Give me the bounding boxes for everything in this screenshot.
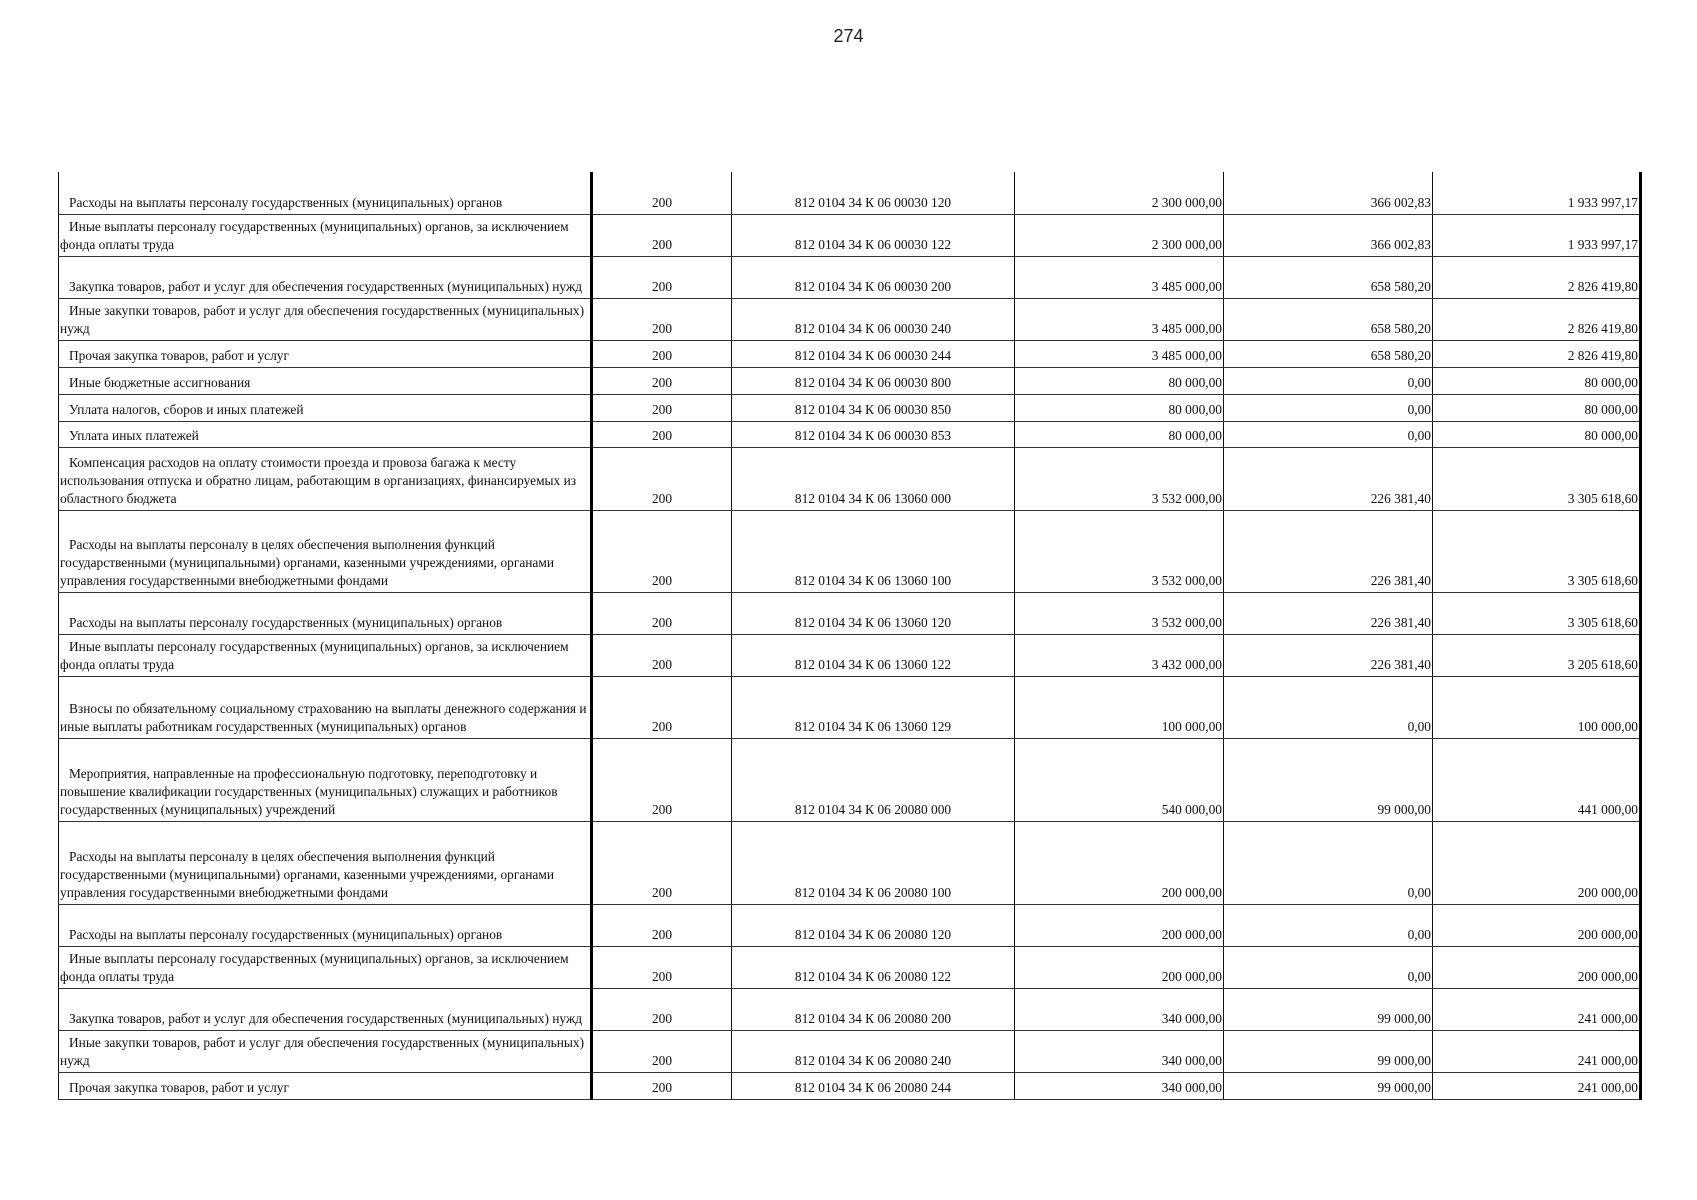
table-row <box>59 634 1641 676</box>
row-approved-cell: 3 485 000,00 <box>1015 340 1224 367</box>
row-executed-cell: 0,00 <box>1224 367 1433 394</box>
row-name-cell: Иные выплаты персоналу государственных (муниципальных) органов, за исключением фонда оплаты труда <box>59 946 592 988</box>
row-approved-cell: 3 532 000,00 <box>1015 447 1224 510</box>
row-name-cell: Иные выплаты персоналу государственных (муниципальных) органов, за исключением фонда оплаты труда <box>59 634 592 676</box>
row-line-code-cell: 200 <box>592 214 732 256</box>
row-budget-code-cell: 812 0104 34 К 06 13060 100 <box>732 510 1015 592</box>
row-budget-code-cell: 812 0104 34 К 06 00030 244 <box>732 340 1015 367</box>
row-executed-cell: 99 000,00 <box>1224 988 1433 1030</box>
row-name-cell: Расходы на выплаты персоналу в целях обеспечения выполнения функций государственными (муниципальными) органами, казенными учреждениями, органами управления государственными внебюджетными фондами <box>59 510 592 592</box>
row-line-code-cell: 200 <box>592 421 732 447</box>
row-executed-cell: 99 000,00 <box>1224 1072 1433 1099</box>
row-line-code-cell: 200 <box>592 298 732 340</box>
row-approved-cell: 3 485 000,00 <box>1015 256 1224 298</box>
row-unexecuted-cell: 80 000,00 <box>1433 421 1641 447</box>
row-unexecuted-cell: 1 933 997,17 <box>1433 172 1641 214</box>
row-unexecuted-cell: 80 000,00 <box>1433 394 1641 421</box>
table-row <box>59 592 1641 634</box>
row-name-cell: Закупка товаров, работ и услуг для обеспечения государственных (муниципальных) нужд <box>59 988 592 1030</box>
row-budget-code-cell: 812 0104 34 К 06 20080 122 <box>732 946 1015 988</box>
row-approved-cell: 100 000,00 <box>1015 676 1224 738</box>
row-executed-cell: 366 002,83 <box>1224 214 1433 256</box>
table-body <box>59 172 1641 1099</box>
row-budget-code-cell: 812 0104 34 К 06 13060 129 <box>732 676 1015 738</box>
row-approved-cell: 80 000,00 <box>1015 394 1224 421</box>
row-executed-cell: 99 000,00 <box>1224 1030 1433 1072</box>
row-approved-cell: 3 485 000,00 <box>1015 298 1224 340</box>
row-budget-code-cell: 812 0104 34 К 06 20080 200 <box>732 988 1015 1030</box>
row-unexecuted-cell: 3 305 618,60 <box>1433 592 1641 634</box>
row-budget-code-cell: 812 0104 34 К 06 00030 800 <box>732 367 1015 394</box>
row-executed-cell: 0,00 <box>1224 821 1433 904</box>
table-row <box>59 946 1641 988</box>
row-unexecuted-cell: 441 000,00 <box>1433 738 1641 821</box>
table-row <box>59 340 1641 367</box>
row-budget-code-cell: 812 0104 34 К 06 20080 120 <box>732 904 1015 946</box>
table-row <box>59 821 1641 904</box>
row-line-code-cell: 200 <box>592 738 732 821</box>
row-unexecuted-cell: 2 826 419,80 <box>1433 340 1641 367</box>
row-line-code-cell: 200 <box>592 172 732 214</box>
row-line-code-cell: 200 <box>592 1072 732 1099</box>
table-row <box>59 421 1641 447</box>
table-row <box>59 1072 1641 1099</box>
row-approved-cell: 340 000,00 <box>1015 1030 1224 1072</box>
row-name-cell: Расходы на выплаты персоналу государственных (муниципальных) органов <box>59 172 592 214</box>
row-line-code-cell: 200 <box>592 634 732 676</box>
row-line-code-cell: 200 <box>592 340 732 367</box>
budget-execution-table <box>58 172 1642 1100</box>
row-budget-code-cell: 812 0104 34 К 06 00030 122 <box>732 214 1015 256</box>
row-unexecuted-cell: 80 000,00 <box>1433 367 1641 394</box>
row-name-cell: Уплата налогов, сборов и иных платежей <box>59 394 592 421</box>
table-row <box>59 298 1641 340</box>
row-name-cell: Мероприятия, направленные на профессиональную подготовку, переподготовку и повышение квалификации государственных (муниципальных) служащих и работников государственных (муниципальных) учреждений <box>59 738 592 821</box>
row-executed-cell: 226 381,40 <box>1224 634 1433 676</box>
row-executed-cell: 226 381,40 <box>1224 592 1433 634</box>
row-name-cell: Уплата иных платежей <box>59 421 592 447</box>
row-name-cell: Расходы на выплаты персоналу государственных (муниципальных) органов <box>59 592 592 634</box>
row-executed-cell: 658 580,20 <box>1224 298 1433 340</box>
table-row <box>59 214 1641 256</box>
row-line-code-cell: 200 <box>592 447 732 510</box>
row-unexecuted-cell: 100 000,00 <box>1433 676 1641 738</box>
row-unexecuted-cell: 2 826 419,80 <box>1433 256 1641 298</box>
row-executed-cell: 226 381,40 <box>1224 510 1433 592</box>
row-line-code-cell: 200 <box>592 676 732 738</box>
row-approved-cell: 80 000,00 <box>1015 367 1224 394</box>
row-unexecuted-cell: 200 000,00 <box>1433 904 1641 946</box>
row-budget-code-cell: 812 0104 34 К 06 20080 100 <box>732 821 1015 904</box>
row-executed-cell: 0,00 <box>1224 946 1433 988</box>
row-line-code-cell: 200 <box>592 367 732 394</box>
row-unexecuted-cell: 3 305 618,60 <box>1433 510 1641 592</box>
row-budget-code-cell: 812 0104 34 К 06 00030 200 <box>732 256 1015 298</box>
row-unexecuted-cell: 2 826 419,80 <box>1433 298 1641 340</box>
row-budget-code-cell: 812 0104 34 К 06 00030 120 <box>732 172 1015 214</box>
table-row <box>59 172 1641 214</box>
row-unexecuted-cell: 241 000,00 <box>1433 1030 1641 1072</box>
row-budget-code-cell: 812 0104 34 К 06 20080 244 <box>732 1072 1015 1099</box>
table-row <box>59 738 1641 821</box>
row-executed-cell: 0,00 <box>1224 394 1433 421</box>
row-approved-cell: 200 000,00 <box>1015 946 1224 988</box>
row-name-cell: Закупка товаров, работ и услуг для обеспечения государственных (муниципальных) нужд <box>59 256 592 298</box>
row-line-code-cell: 200 <box>592 592 732 634</box>
row-budget-code-cell: 812 0104 34 К 06 13060 122 <box>732 634 1015 676</box>
row-budget-code-cell: 812 0104 34 К 06 00030 853 <box>732 421 1015 447</box>
row-executed-cell: 366 002,83 <box>1224 172 1433 214</box>
table-row <box>59 1030 1641 1072</box>
table-row <box>59 447 1641 510</box>
row-executed-cell: 658 580,20 <box>1224 340 1433 367</box>
row-unexecuted-cell: 3 305 618,60 <box>1433 447 1641 510</box>
row-approved-cell: 80 000,00 <box>1015 421 1224 447</box>
row-approved-cell: 3 432 000,00 <box>1015 634 1224 676</box>
row-name-cell: Компенсация расходов на оплату стоимости проезда и провоза багажа к месту использования отпуска и обратно лицам, работающим в организациях, финансируемых из областного бюджета <box>59 447 592 510</box>
row-unexecuted-cell: 1 933 997,17 <box>1433 214 1641 256</box>
table-row <box>59 510 1641 592</box>
row-name-cell: Расходы на выплаты персоналу в целях обеспечения выполнения функций государственными (муниципальными) органами, казенными учреждениями, органами управления государственными внебюджетными фондами <box>59 821 592 904</box>
row-unexecuted-cell: 200 000,00 <box>1433 946 1641 988</box>
row-name-cell: Иные выплаты персоналу государственных (муниципальных) органов, за исключением фонда оплаты труда <box>59 214 592 256</box>
row-budget-code-cell: 812 0104 34 К 06 20080 240 <box>732 1030 1015 1072</box>
row-line-code-cell: 200 <box>592 394 732 421</box>
row-name-cell: Иные бюджетные ассигнования <box>59 367 592 394</box>
page-number: 274 <box>833 26 864 46</box>
row-name-cell: Прочая закупка товаров, работ и услуг <box>59 340 592 367</box>
row-budget-code-cell: 812 0104 34 К 06 13060 000 <box>732 447 1015 510</box>
row-executed-cell: 0,00 <box>1224 676 1433 738</box>
row-unexecuted-cell: 241 000,00 <box>1433 1072 1641 1099</box>
row-budget-code-cell: 812 0104 34 К 06 00030 240 <box>732 298 1015 340</box>
row-executed-cell: 99 000,00 <box>1224 738 1433 821</box>
row-approved-cell: 340 000,00 <box>1015 1072 1224 1099</box>
row-line-code-cell: 200 <box>592 510 732 592</box>
row-approved-cell: 2 300 000,00 <box>1015 172 1224 214</box>
row-unexecuted-cell: 241 000,00 <box>1433 988 1641 1030</box>
table-row <box>59 904 1641 946</box>
row-approved-cell: 3 532 000,00 <box>1015 592 1224 634</box>
row-approved-cell: 540 000,00 <box>1015 738 1224 821</box>
row-budget-code-cell: 812 0104 34 К 06 20080 000 <box>732 738 1015 821</box>
row-approved-cell: 3 532 000,00 <box>1015 510 1224 592</box>
row-line-code-cell: 200 <box>592 946 732 988</box>
row-executed-cell: 658 580,20 <box>1224 256 1433 298</box>
table-row <box>59 988 1641 1030</box>
table-row <box>59 256 1641 298</box>
row-name-cell: Иные закупки товаров, работ и услуг для обеспечения государственных (муниципальных) нужд <box>59 1030 592 1072</box>
row-approved-cell: 200 000,00 <box>1015 904 1224 946</box>
row-budget-code-cell: 812 0104 34 К 06 00030 850 <box>732 394 1015 421</box>
row-approved-cell: 200 000,00 <box>1015 821 1224 904</box>
row-line-code-cell: 200 <box>592 821 732 904</box>
row-budget-code-cell: 812 0104 34 К 06 13060 120 <box>732 592 1015 634</box>
row-unexecuted-cell: 200 000,00 <box>1433 821 1641 904</box>
row-line-code-cell: 200 <box>592 256 732 298</box>
row-line-code-cell: 200 <box>592 1030 732 1072</box>
row-executed-cell: 0,00 <box>1224 904 1433 946</box>
row-approved-cell: 2 300 000,00 <box>1015 214 1224 256</box>
table-row <box>59 394 1641 421</box>
row-name-cell: Иные закупки товаров, работ и услуг для обеспечения государственных (муниципальных) нужд <box>59 298 592 340</box>
row-executed-cell: 226 381,40 <box>1224 447 1433 510</box>
table-row <box>59 367 1641 394</box>
table-row <box>59 676 1641 738</box>
row-name-cell: Прочая закупка товаров, работ и услуг <box>59 1072 592 1099</box>
row-executed-cell: 0,00 <box>1224 421 1433 447</box>
row-name-cell: Взносы по обязательному социальному страхованию на выплаты денежного содержания и иные выплаты работникам государственных (муниципальных) органов <box>59 676 592 738</box>
row-name-cell: Расходы на выплаты персоналу государственных (муниципальных) органов <box>59 904 592 946</box>
row-line-code-cell: 200 <box>592 988 732 1030</box>
row-approved-cell: 340 000,00 <box>1015 988 1224 1030</box>
row-unexecuted-cell: 3 205 618,60 <box>1433 634 1641 676</box>
row-line-code-cell: 200 <box>592 904 732 946</box>
